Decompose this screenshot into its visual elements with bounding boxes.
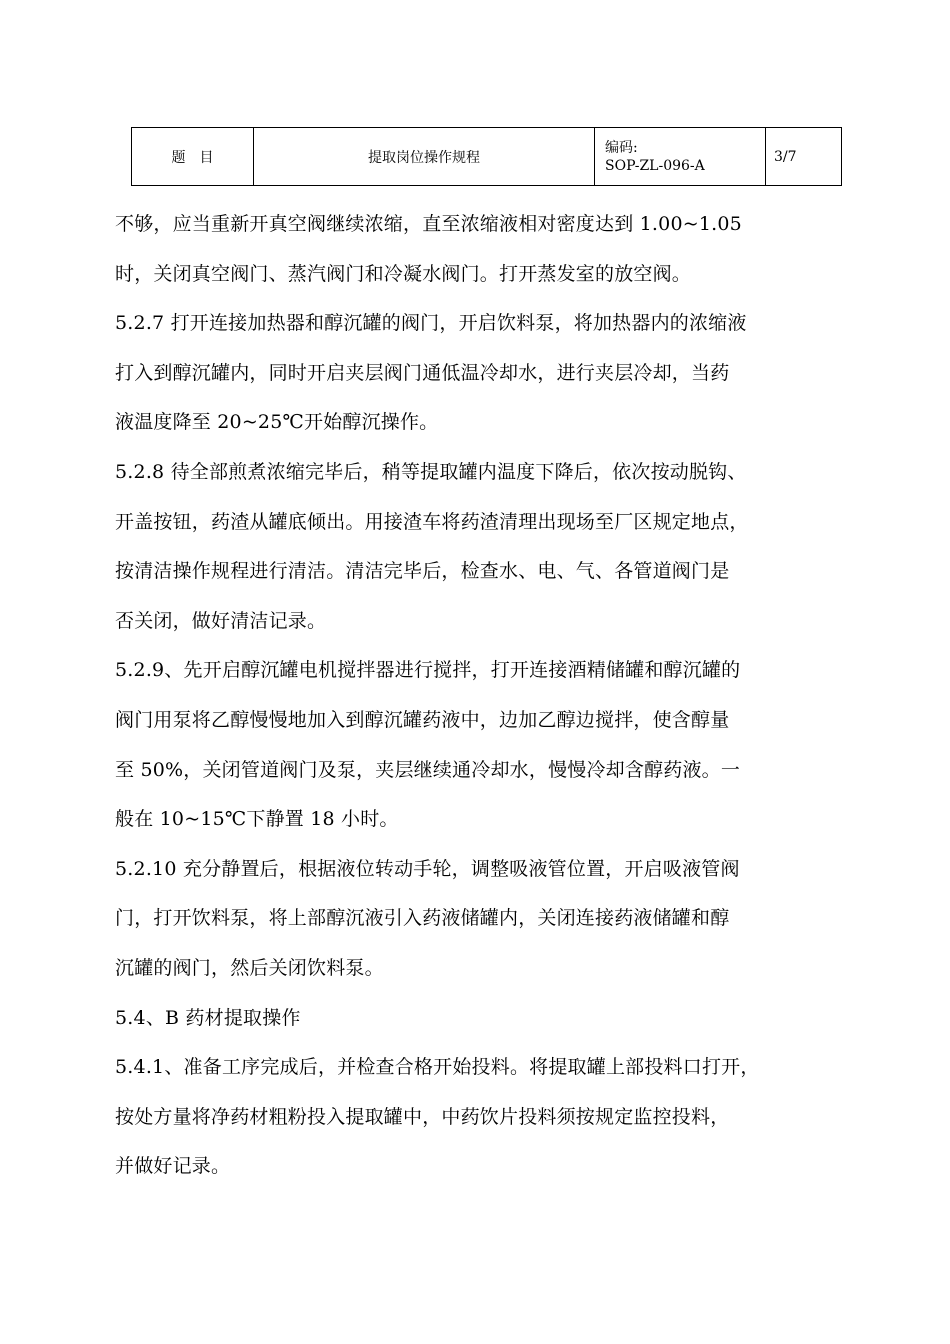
text-line: 至 50%，关闭管道阀门及泵，夹层继续通冷却水，慢慢冷却含醇药液。一: [115, 758, 741, 781]
text-line: 按清洁操作规程进行清洁。清洁完毕后，检查水、电、气、各管道阀门是: [115, 560, 730, 583]
text-line: 时，关闭真空阀门、蒸汽阀门和冷凝水阀门。打开蒸发室的放空阀。: [115, 262, 692, 285]
text-line: 并做好记录。: [115, 1155, 231, 1178]
text-line: 5.2.9、先开启醇沉罐电机搅拌器进行搅拌，打开连接酒精储罐和醇沉罐的: [115, 659, 741, 682]
section-heading: 5.4、B 药材提取操作: [115, 1006, 301, 1029]
text-line: 开盖按钮，药渣从罐底倾出。用接渣车将药渣清理出现场至厂区规定地点，: [115, 510, 749, 533]
text-line: 般在 10~15℃下静置 18 小时。: [115, 808, 399, 831]
document-title-cell: 提取岗位操作规程: [254, 128, 595, 186]
document-body: [115, 200, 855, 1192]
subject-label-cell: 题 目: [132, 128, 254, 186]
text-line: 阀门用泵将乙醇慢慢地加入到醇沉罐药液中，边加乙醇边搅拌，使含醇量: [115, 708, 730, 731]
text-line: 门，打开饮料泵，将上部醇沉液引入药液储罐内，关闭连接药液储罐和醇: [115, 907, 730, 930]
text-line: 5.4.1、准备工序完成后，并检查合格开始投料。将提取罐上部投料口打开，: [115, 1056, 760, 1079]
text-line: 否关闭，做好清洁记录。: [115, 609, 327, 632]
code-label: 编码:: [605, 139, 638, 156]
text-line: 打入到醇沉罐内，同时开启夹层阀门通低温冷却水，进行夹层冷却，当药: [115, 361, 730, 384]
document-code-cell: [595, 128, 766, 186]
text-line: 5.2.8 待全部煎煮浓缩完毕后，稍等提取罐内温度下降后，依次按动脱钩、: [115, 460, 747, 483]
text-line: 液温度降至 20~25℃开始醇沉操作。: [115, 411, 439, 434]
text-line: 5.2.10 充分静置后，根据液位转动手轮，调整吸液管位置，开启吸液管阀: [115, 857, 740, 880]
text-line: 按处方量将净药材粗粉投入提取罐中，中药饮片投料须按规定监控投料，: [115, 1105, 730, 1128]
page-number-cell: 3/7: [766, 128, 842, 186]
header-row: [132, 128, 842, 186]
text-line: 沉罐的阀门，然后关闭饮料泵。: [115, 956, 384, 979]
document-header-table: [131, 127, 842, 186]
text-line: 5.2.7 打开连接加热器和醇沉罐的阀门，开启饮料泵，将加热器内的浓缩液: [115, 312, 747, 335]
text-line: 不够，应当重新开真空阀继续浓缩，直至浓缩液相对密度达到 1.00~1.05: [115, 213, 742, 235]
code-value: SOP-ZL-096-A: [605, 157, 705, 174]
